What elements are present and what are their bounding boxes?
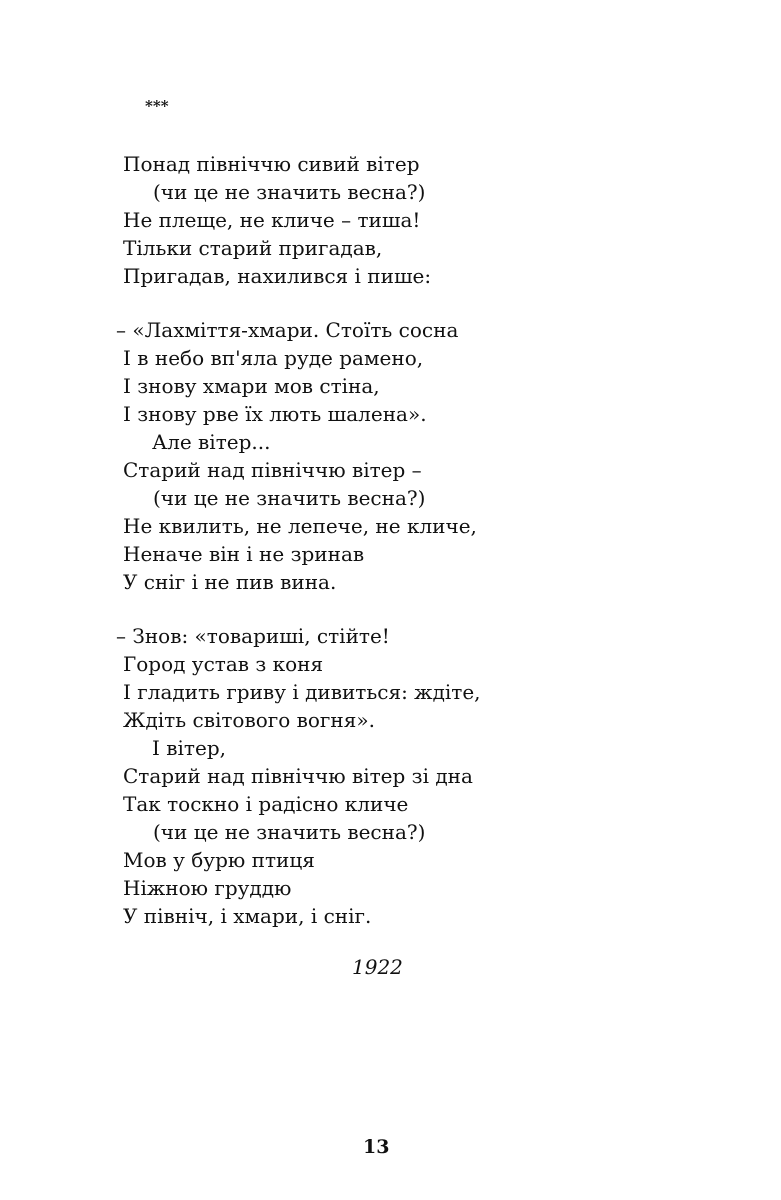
poem-line: У сніг і не пив вина. [123,570,337,594]
poem-line: (чи це не значить весна?) [153,486,426,510]
poem-line: Але вітер... [152,430,271,454]
poem-line: Неначе він і не зринав [123,542,365,566]
poem-line: Не квилить, не лепече, не кличе, [123,514,477,538]
poem-line: І гладить гриву і дивиться: ждіте, [123,680,481,704]
poem-line: – Знов: «товариші, стійте! [116,624,390,648]
poem-line: Мов у бурю птиця [123,848,315,872]
poem-line: Город устав з коня [123,652,324,676]
poem-line: – «Лахміття-хмари. Стоїть сосна [116,318,459,342]
poem-line: Так тоскно і радісно кличе [123,792,409,816]
poem-line: І знову рве їх лють шалена». [123,402,427,426]
poem-year: 1922 [352,955,403,979]
poem-line: Тільки старий пригадав, [123,236,383,260]
section-ornament: *** [145,97,169,115]
poem-line: Старий над північчю вітер – [123,458,422,482]
page-number: 13 [363,1136,390,1158]
poem-line: І знову хмари мов стіна, [123,374,380,398]
poem-line: Пригадав, нахилився і пише: [123,264,432,288]
poem-line: Не плеще, не кличе – тиша! [123,208,421,232]
poem-line: Ждіть світового вогня». [123,708,375,732]
poem-line: (чи це не значить весна?) [153,820,426,844]
poem-line: Понад північчю сивий вітер [123,152,420,176]
poem-line: І вітер, [152,736,226,760]
poem-line: Ніжною груддю [123,876,292,900]
poem-line: У північ, і хмари, і сніг. [123,904,372,928]
poem-line: (чи це не значить весна?) [153,180,426,204]
poem-line: Старий над північчю вітер зі дна [123,764,473,788]
poem-line: І в небо вп'яла руде рамено, [123,346,424,370]
